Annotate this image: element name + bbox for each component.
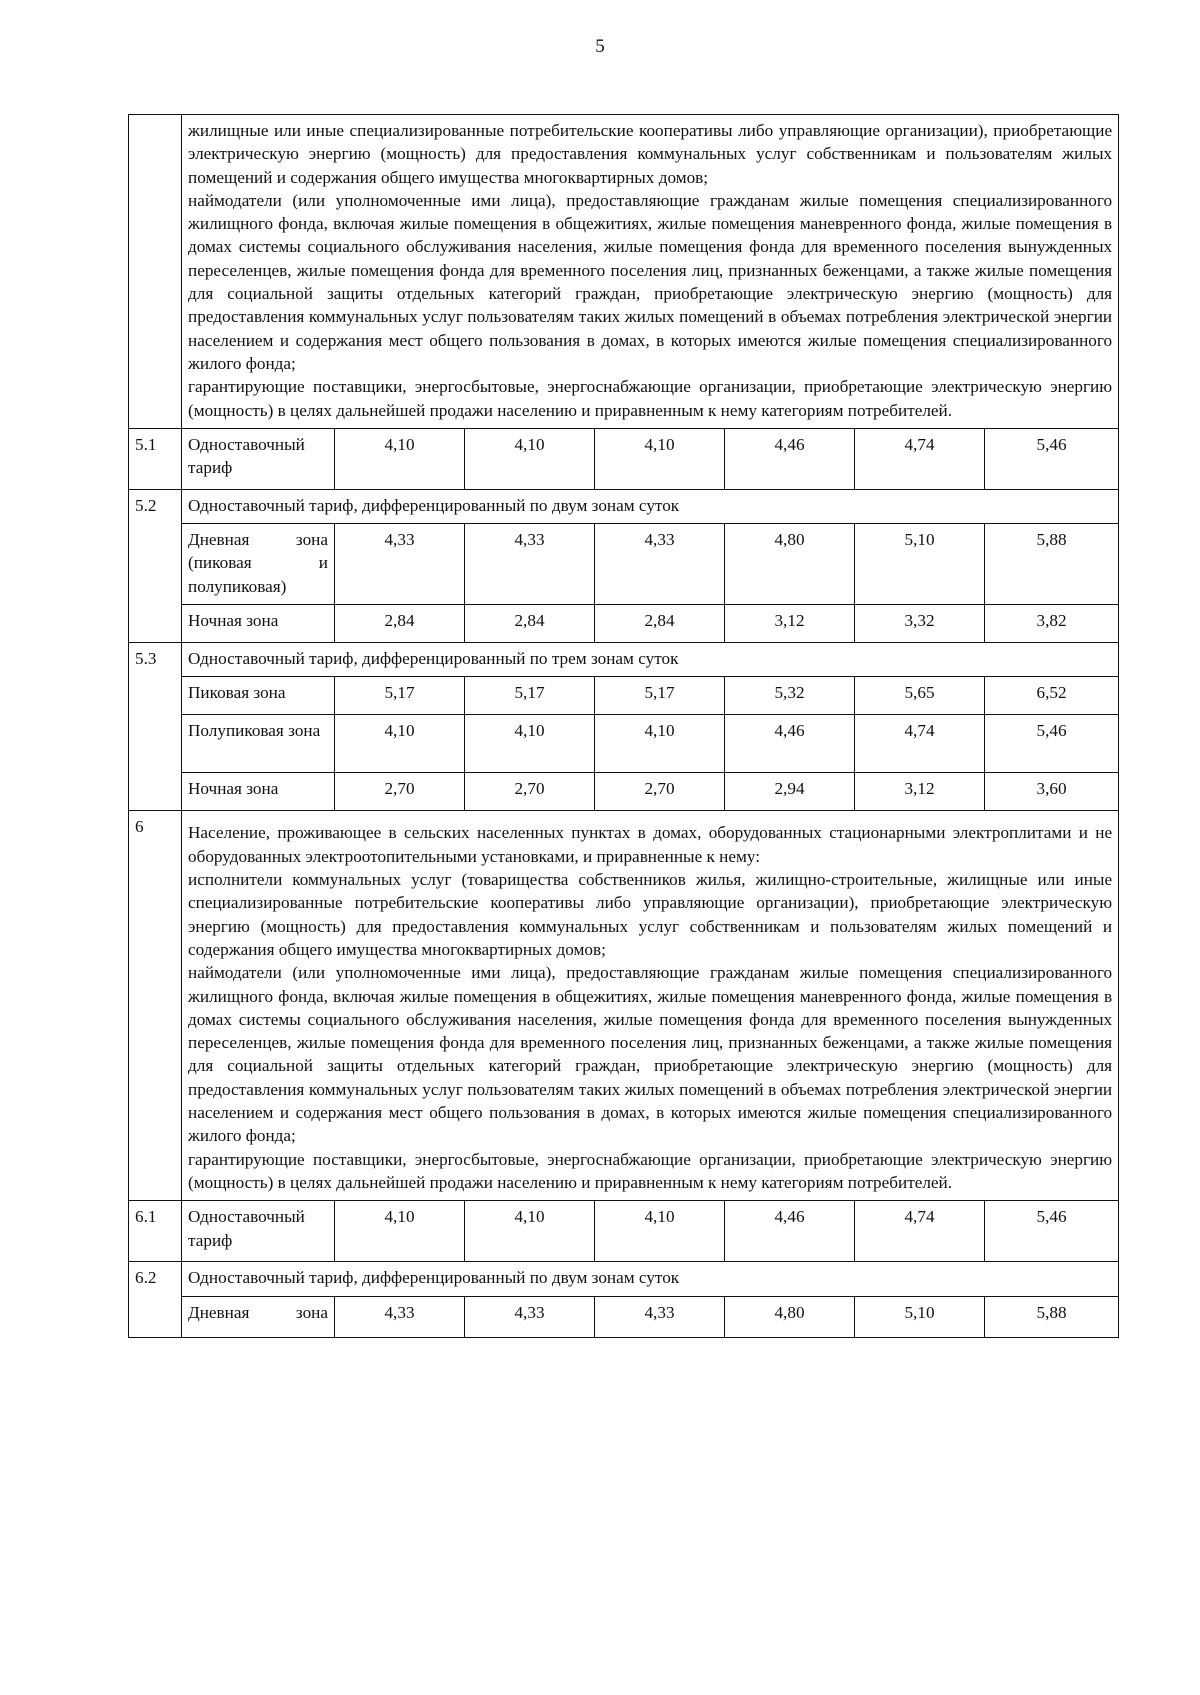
tariff-label: Ночная зона <box>182 605 335 643</box>
table-row-5-3 <box>129 643 1119 677</box>
tariff-value: 2,70 <box>595 773 725 811</box>
tariff-label-text: Дневная зона <box>188 1302 328 1322</box>
tariff-value: 3,82 <box>985 605 1119 643</box>
tariff-value: 4,33 <box>465 1296 595 1337</box>
table-row-5-3-peak <box>129 677 1119 715</box>
table-row-5-1 <box>129 428 1119 489</box>
tariff-value: 4,10 <box>465 715 595 773</box>
tariff-label: Одноставочный тариф <box>182 428 335 489</box>
table-row-5-3-night <box>129 773 1119 811</box>
tariff-value: 4,80 <box>725 1296 855 1337</box>
consumer-category-text <box>182 115 1119 429</box>
tariff-group-title: Одноставочный тариф, дифференцированный по двум зонам суток <box>182 1262 1119 1296</box>
tariff-value: 5,17 <box>465 677 595 715</box>
tariff-value: 3,12 <box>725 605 855 643</box>
tariff-label <box>182 524 335 605</box>
tariff-label: Пиковая зона <box>182 677 335 715</box>
table-row-5-2-day <box>129 524 1119 605</box>
tariff-value: 5,32 <box>725 677 855 715</box>
tariff-value: 3,32 <box>855 605 985 643</box>
tariff-value: 4,10 <box>335 428 465 489</box>
tariff-label: Одноставочный тариф <box>182 1201 335 1262</box>
tariff-value: 4,10 <box>465 428 595 489</box>
tariff-value: 4,33 <box>465 524 595 605</box>
tariff-value: 5,46 <box>985 428 1119 489</box>
paragraph: наймодатели (или уполномоченные ими лица), предоставляющие гражданам жилые помещения специализированного жилищного фонда, включая жилые помещения в общежитиях, жилые помещения маневренного фонда, жилые помещения в домах системы социального обслуживания населения, жилые помещения фонда для временного поселения вынужденных переселенцев, жилые помещения фонда для временного поселения лиц, признанных беженцами, а также жилые помещения для социальной защиты отдельных категорий граждан, приобретающие электрическую энергию (мощность) для предоставления коммунальных услуг пользователям таких жилых помещений в объемах потребления электрической энергии населением и содержания мест общего пользования в домах, в которых имеются жилые помещения специализированного жилого фонда; <box>188 190 1113 373</box>
tariff-value: 4,10 <box>595 715 725 773</box>
table-row-6-2-day <box>129 1296 1119 1337</box>
tariff-value: 4,46 <box>725 1201 855 1262</box>
tariff-value: 5,46 <box>985 715 1119 773</box>
table-row-block6-text <box>129 811 1119 1201</box>
tariff-value: 2,70 <box>465 773 595 811</box>
tariff-label: Ночная зона <box>182 773 335 811</box>
tariff-value: 4,33 <box>595 1296 725 1337</box>
tariff-value: 3,60 <box>985 773 1119 811</box>
row-number: 6.1 <box>129 1201 182 1262</box>
row-number: 6 <box>129 811 182 1201</box>
tariff-label: Полупиковая зона <box>182 715 335 773</box>
tariff-value: 6,52 <box>985 677 1119 715</box>
tariff-value: 5,10 <box>855 1296 985 1337</box>
tariff-group-title: Одноставочный тариф, дифференцированный по двум зонам суток <box>182 489 1119 523</box>
page-number: 5 <box>595 36 605 57</box>
tariff-value: 4,74 <box>855 428 985 489</box>
tariff-value: 2,84 <box>335 605 465 643</box>
tariff-group-title: Одноставочный тариф, дифференцированный по трем зонам суток <box>182 643 1119 677</box>
tariff-label <box>182 1296 335 1337</box>
tariff-value: 4,10 <box>335 715 465 773</box>
tariff-table <box>128 114 1119 1338</box>
tariff-value: 4,10 <box>595 428 725 489</box>
paragraph: Население, проживающее в сельских населенных пунктах в домах, оборудованных стационарными электроплитами и не оборудованных электроотопительными установками, и приравненные к нему: <box>188 823 1113 866</box>
tariff-value: 4,10 <box>335 1201 465 1262</box>
tariff-value: 5,17 <box>335 677 465 715</box>
tariff-value: 5,17 <box>595 677 725 715</box>
tariff-value: 2,84 <box>465 605 595 643</box>
tariff-value: 4,33 <box>335 1296 465 1337</box>
tariff-value: 2,94 <box>725 773 855 811</box>
tariff-value: 4,46 <box>725 715 855 773</box>
table-row-5-3-half-peak <box>129 715 1119 773</box>
tariff-value: 5,88 <box>985 1296 1119 1337</box>
table-row-5-2-night <box>129 605 1119 643</box>
row-number: 5.1 <box>129 428 182 489</box>
tariff-value: 2,70 <box>335 773 465 811</box>
table-row-6-2 <box>129 1262 1119 1296</box>
row-number: 6.2 <box>129 1262 182 1337</box>
paragraph: исполнители коммунальных услуг (товарищества собственников жилья, жилищно-строительные, жилищные или иные специализированные потребительские кооперативы либо управляющие организации), приобретающие электрическую энергию (мощность) для предоставления коммунальных услуг собственникам и пользователям жилых помещений и содержания общего имущества многоквартирных домов; <box>188 870 1113 959</box>
paragraph: наймодатели (или уполномоченные ими лица), предоставляющие гражданам жилые помещения специализированного жилищного фонда, включая жилые помещения в общежитиях, жилые помещения маневренного фонда, жилые помещения в домах системы социального обслуживания населения, жилые помещения фонда для временного поселения вынужденных переселенцев, жилые помещения фонда для временного поселения лиц, признанных беженцами, а также жилые помещения для социальной защиты отдельных категорий граждан, приобретающие электрическую энергию (мощность) для предоставления коммунальных услуг пользователям таких жилых помещений в объемах потребления электрической энергии населением и содержания мест общего пользования в домах, в которых имеются жилые помещения специализированного жилого фонда; <box>188 963 1113 1146</box>
tariff-value: 4,74 <box>855 1201 985 1262</box>
tariff-value: 4,74 <box>855 715 985 773</box>
tariff-value: 5,10 <box>855 524 985 605</box>
row-number: 5.2 <box>129 489 182 642</box>
tariff-value: 4,80 <box>725 524 855 605</box>
paragraph: гарантирующие поставщики, энергосбытовые, энергоснабжающие организации, приобретающие электрическую энергию (мощность) в целях дальнейшей продажи населению и приравненным к нему категориям потребителей. <box>188 377 1113 420</box>
tariff-value: 4,33 <box>595 524 725 605</box>
paragraph: гарантирующие поставщики, энергосбытовые, энергоснабжающие организации, приобретающие электрическую энергию (мощность) в целях дальнейшей продажи населению и приравненным к нему категориям потребителей. <box>188 1149 1113 1192</box>
consumer-category-text <box>182 811 1119 1201</box>
tariff-value: 4,10 <box>465 1201 595 1262</box>
table-row-block5-text <box>129 115 1119 429</box>
tariff-value: 2,84 <box>595 605 725 643</box>
tariff-value: 4,33 <box>335 524 465 605</box>
tariff-value: 4,10 <box>595 1201 725 1262</box>
tariff-value: 5,88 <box>985 524 1119 605</box>
paragraph: жилищные или иные специализированные потребительские кооперативы либо управляющие организации), приобретающие электрическую энергию (мощность) для предоставления коммунальных услуг собственникам и пользователям жилых помещений и содержания общего имущества многоквартирных домов; <box>188 121 1113 187</box>
tariff-value: 5,46 <box>985 1201 1119 1262</box>
row-number: 5.3 <box>129 643 182 811</box>
tariff-label-text: Дневная зона (пиковая и полупиковая) <box>188 530 328 596</box>
tariff-value: 5,65 <box>855 677 985 715</box>
table-row-5-2 <box>129 489 1119 523</box>
tariff-value: 4,46 <box>725 428 855 489</box>
row-number-cell <box>129 115 182 429</box>
tariff-value: 3,12 <box>855 773 985 811</box>
table-row-6-1 <box>129 1201 1119 1262</box>
